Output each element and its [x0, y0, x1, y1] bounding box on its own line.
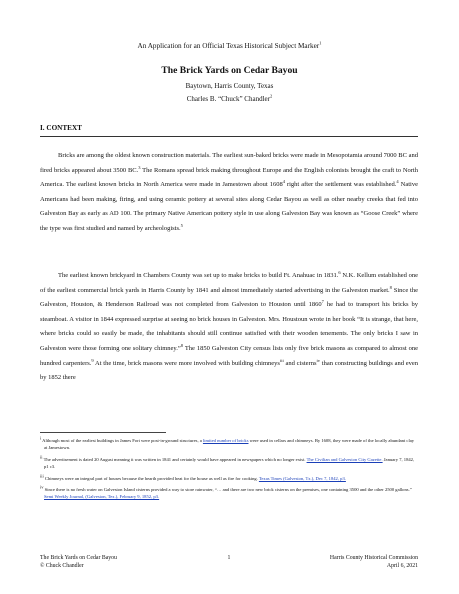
footnote-ref: 4 [396, 179, 399, 185]
footnote-item: $^i$ Although most of the earliest buildings in James Fort were post-in-ground structures, a limited number of bricks were used in cellars and chimneys. By 1608, they were made of the locally abundant clay at Jamestown. [40, 435, 415, 451]
paragraph-1: Bricks are among the oldest known construction materials. The earliest sun-baked bricks were made in Mesopotamia around 7000 BC and fired bricks appeared about 3500 BC.$^3$ The Romans spread brick making throughout Europe and the English colonists brought the craft to North America. The earliest known bricks in North America were made in Jamestown about 1608$^4$ right after the settlement was established.$^4$ Native Americans had been making, firing, and using ceramic pottery at several sites along Cedar Bayou as well as other nearby creeks that fed into Galveston Bay as early as AD 100. The primary Native American pottery style in use along Galveston Bay was known as “Goose Creek” where the type was first studied and named by archeologists.$^5$ [40, 152, 419, 232]
footnote-ref: 5 [180, 222, 183, 228]
footnote-ref: 8 [389, 284, 392, 290]
footnote-link[interactable]: The Civilian and Galveston City Gazette. [306, 456, 383, 462]
footnote-ref: 4 [282, 179, 285, 185]
document-header [0, 42, 459, 104]
footer-date: April 6, 2021 [386, 562, 418, 569]
paragraph-2: The earliest known brickyard in Chambers County was set up to make bricks to build Ft. Anahuac in 1831.$^6$ N.K. Kellum established one of the earliest commercial brick yards in Harris County by 1841 and almost immediately started advertising in the Galveston market.$^8$ Since the Galveston, Houston, & Henderson Railroad was not completed from Galveston to Houston until 1860$^7$ he had to transport his bricks by steamboat. A visitor in 1844 expressed surprise at seeing no brick houses in Galveston. Mrs. Houstoun wrote in her book “It is strange, that here, where bricks could so easily be made, the inhabitants should still continue satisfied with their wooden tenements. The only bricks I saw in Galveston were those forming one solitary chimney.”$^8$ The 1850 Galveston City census lists only five brick masons as compared to almost one hundred carpenters.$^9$ At the time, brick masons were more involved with building chimneys$^{iii}$ and cisterns$^{iv}$ than constructing buildings and even by 1852 there [40, 269, 418, 382]
footer-left [40, 555, 190, 570]
page-title: The Brick Yards on Cedar Bayou [161, 65, 298, 76]
footnote-ref: 9 [91, 357, 94, 363]
footnote-item: $^{iv}$ Since there is no fresh water on Galveston Island cisterns provided a way to store rainwater, “… and there are two new brick cisterns on the premises, one containing 3500 and the other 2500 gallons.” Semi Weekly Journal, (Galveston, Tex.), February 9, 1852, p3. [40, 484, 412, 500]
section-heading: I. CONTEXT [40, 124, 82, 132]
footnote-item: $^{ii}$ The advertisement is dated 20 August meaning it was written in 1841 and certainly would have appeared in newspapers which no longer exist. The Civilian and Galveston City Gazette. January 7, 1842, p1 c3. [40, 454, 415, 470]
section-header [40, 124, 420, 137]
footnote-link[interactable]: limited number of bricks [202, 438, 249, 443]
pre-title: An Application for an Official Texas Historical Subject Marker$^1$ [137, 40, 322, 50]
footnote-ref: iv [316, 357, 321, 363]
footer-copyright: © Chuck Chandler [40, 562, 84, 569]
footnote-divider [40, 432, 166, 433]
author-line: Charles B. “Chuck” Chandler$^2$ [186, 93, 273, 103]
footnote-ref: 2 [269, 93, 273, 99]
location-line: Baytown, Harris County, Texas [185, 82, 274, 90]
section-divider [40, 136, 418, 137]
footnote-ref: 7 [321, 299, 324, 305]
footnote-ref: 8 [180, 342, 183, 348]
footnote-ref: 6 [338, 269, 341, 275]
footnote-link[interactable]: Semi Weekly Journal, (Galveston, Tex.), February 9, 1852, p3. [44, 494, 160, 500]
footnote-ref: 3 [138, 164, 141, 170]
footnote-ref: iii [279, 357, 284, 363]
footnote-link[interactable]: Texas Times (Galveston, Tx.), Dec 7, 1842, p3. [258, 475, 346, 481]
page-number: 1 [227, 555, 231, 561]
footnote-ref: 1 [319, 40, 322, 46]
footer-doc-title: The Brick Yards on Cedar Bayou [40, 555, 117, 561]
footnote-item: $^{iii}$ Chimneys were an integral part of houses because the hearth provided heat for the house as well as fire for cooking. Texas Times (Galveston, Tx.), Dec 7, 1842, p3. [40, 473, 346, 481]
footnotes [40, 437, 418, 505]
footer-organization: Harris County Historical Commission [329, 555, 418, 561]
footer-right [268, 555, 418, 570]
